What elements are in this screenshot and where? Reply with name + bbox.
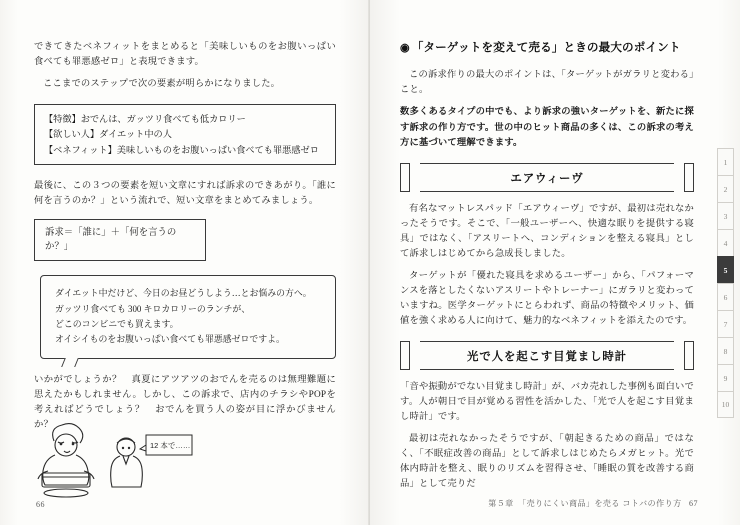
thumb-index-item-1[interactable]: 1 — [717, 148, 734, 175]
feature-line: 【ベネフィット】美味しいものをお腹いっぱい食べても罪悪感ゼロ — [44, 144, 319, 155]
subheading-text: エアウィーヴ — [510, 172, 584, 185]
chapter-thumb-index — [717, 148, 734, 418]
balloon-tail-cover — [64, 356, 76, 358]
paragraph: この訴求作りの最大のポイントは、「ターゲットがガラリと変わる」こと。 — [400, 70, 694, 96]
feature-summary-box — [34, 104, 336, 165]
paragraph-emphasis: 数多くあるタイプの中でも、より訴求の強いターゲットを、新たに探す訴求の作り方です。世の中のヒット商品の多くは、この訴求の考え方に基づいて理解できます。 — [400, 107, 694, 148]
paragraph: できてきたベネフィットをまとめると「美味しいものをお腹いっぱい食べても罪悪感ゼロ」と表現できます。 — [34, 42, 336, 68]
subheading-text: 光で人を起こす目覚まし時計 — [467, 351, 627, 363]
thumb-index-item-8[interactable]: 8 — [717, 337, 734, 364]
feature-line: 【特徴】おでんは、ガッツリ食べても低カロリー — [44, 114, 246, 125]
thumb-index-item-3[interactable]: 3 — [717, 202, 734, 229]
paragraph: いかがでしょうか？ 真夏にアツアツのおでんを売るのは無理難題に思えたかもしれません。しかし、この訴求で、店内のチラシやPOPを考えればどうでしょう？ おでんを買う人の姿が目に浮かびませんか？ — [34, 374, 336, 430]
right-page — [370, 0, 740, 525]
thumb-index-item-6[interactable]: 6 — [717, 283, 734, 310]
copy-line: オイシイものをお腹いっぱい食べても罪悪感ゼロですよ。 — [55, 334, 285, 345]
thumb-index-item-5[interactable]: 5 — [717, 256, 734, 283]
copy-line: ダイエット中だけど、今日のお昼どうしよう…とお悩みの方へ。 — [55, 288, 312, 299]
paragraph: ターゲットが「優れた寝具を求めるユーザー」から、「パフォーマンスを落としたくないアスリートやトレーナー」にガラリと変わっていますね。医学ターゲットにとらわれず、商品の特徴やメリット、価値を強く求める人に向けて、魅力的なベネフィットを添えたのです。 — [400, 270, 694, 326]
copy-line: ガッツリ食べても 300 キロカロリーのランチが、 — [55, 303, 251, 314]
illustration — [28, 411, 208, 499]
subheading-ribbon-2 — [400, 341, 694, 370]
paragraph: 有名なマットレスパッド「エアウィーヴ」ですが、最初は売れなかったそうです。そこで、「一般ユーザーへ、快適な眠りを提供する寝具」ではなく、「アスリートへ、コンディションを整える寝具」として訴求しはじめてから急成長しました。 — [400, 203, 694, 259]
page-footer-right — [488, 498, 698, 509]
subheading-ribbon-1 — [400, 163, 694, 192]
thumb-index-item-10[interactable]: 10 — [717, 391, 734, 418]
illustration-balloon-text: 12 本で…… — [150, 441, 191, 450]
copy-line: どこのコンビニでも買えます。 — [55, 318, 179, 329]
paragraph: 最後に、この３つの要素を短い文章にすれば訴求のできあがり。「誰に何を言うのか？」という流れで、短い文章をまとめてみましょう。 — [34, 180, 336, 206]
thumb-index-item-7[interactable]: 7 — [717, 310, 734, 337]
paragraph: 最初は売れなかったそうですが、「朝起きるための商品」ではなく、「不眠症改善の商品」として訴求しはじめたらメガヒット。光で体内時計を整え、眠りのリズムを習得させ、「睡眠の質を改善する商品」として売りだ — [400, 434, 694, 490]
page-number-right: 67 — [689, 499, 698, 508]
bullet-icon: ◉ — [400, 42, 410, 54]
section-heading — [400, 40, 694, 56]
balloon-tail — [61, 358, 79, 367]
thumb-index-item-9[interactable]: 9 — [717, 364, 734, 391]
page-number-left: 66 — [36, 500, 45, 509]
thumb-index-item-2[interactable]: 2 — [717, 175, 734, 202]
feature-line: 【欲しい人】ダイエット中の人 — [44, 129, 172, 140]
formula-box — [34, 219, 206, 261]
oden-illustration-svg — [28, 411, 208, 499]
paragraph: ここまでのステップで次の要素が明らかになりました。 — [43, 79, 281, 90]
thumb-index-item-4[interactable]: 4 — [717, 229, 734, 256]
formula-text: 訴求＝「誰に」＋「何を言うのか？」 — [45, 228, 177, 253]
footer-chapter-title: 第５章 「売りにくい商品」を売る コトバの作り方 — [488, 499, 682, 508]
paragraph: 「音や振動がでない目覚まし時計」が、バカ売れした事例も面白いです。人が朝日で目が覚める習性を活かした、「光で人を起こす目覚まし時計」です。 — [400, 382, 694, 423]
sample-copy-balloon — [40, 275, 336, 358]
section-heading-text: 「ターゲットを変えて売る」ときの最大のポイント — [411, 41, 681, 54]
